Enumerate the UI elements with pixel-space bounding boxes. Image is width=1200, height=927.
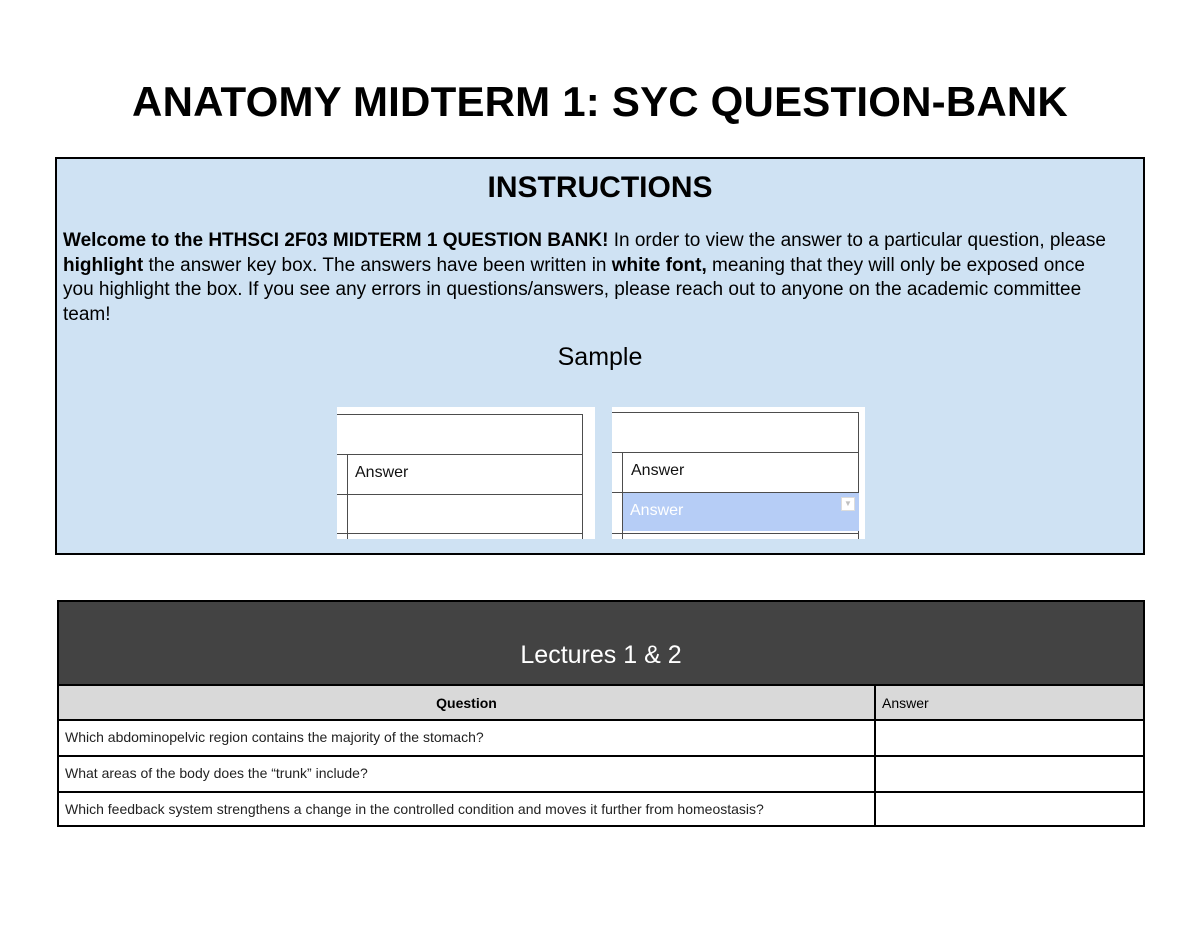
- instructions-text-part-1: In order to view the answer to a particular question, please: [608, 230, 1106, 251]
- instructions-heading: INSTRUCTIONS: [487, 171, 713, 204]
- question-table: [57, 600, 1145, 827]
- sample-right-answer-text: Answer: [631, 462, 685, 479]
- lecture-banner: Lectures 1 & 2: [58, 601, 1144, 685]
- sample-label: Sample: [557, 343, 643, 371]
- table-row: [58, 792, 1144, 826]
- answer-key-cell[interactable]: [875, 792, 1144, 826]
- instructions-box: [55, 157, 1145, 555]
- page-title: ANATOMY MIDTERM 1: SYC QUESTION-BANK: [132, 78, 1068, 125]
- question-cell: Which feedback system strengthens a change in the controlled condition and moves it further from homeostasis?: [58, 792, 875, 826]
- highlight-bold-text: highlight: [63, 254, 144, 276]
- question-cell: Which abdominopelvic region contains the majority of the stomach?: [58, 720, 875, 756]
- dropdown-arrow-icon: ▼: [841, 497, 855, 511]
- question-cell: What areas of the body does the “trunk” include?: [58, 756, 875, 792]
- welcome-bold-text: Welcome to the HTHSCI 2F03 MIDTERM 1 QUESTION BANK!: [63, 230, 609, 251]
- sample-selected-answer-text: Answer: [630, 502, 684, 519]
- answer-key-cell[interactable]: [875, 756, 1144, 792]
- sample-highlighted-image: [612, 407, 865, 539]
- white-font-bold-text: white font,: [611, 254, 707, 276]
- sample-selected-cell: [623, 493, 859, 531]
- instructions-text-part-2: the answer key box. The answers have been written in: [143, 254, 612, 276]
- instructions-text: [63, 229, 1115, 327]
- answer-key-cell[interactable]: [875, 720, 1144, 756]
- question-column-header: Question: [58, 685, 875, 720]
- sample-unhighlighted-image: [337, 407, 595, 539]
- table-row: [58, 720, 1144, 756]
- instructions-text-part-3: meaning that they will only be exposed once you highlight the box. If you see any errors in questions/answers, please reach out to anyone on the academic committee team!: [63, 254, 1085, 325]
- sample-left-answer-text: Answer: [355, 464, 409, 481]
- table-row: [58, 756, 1144, 792]
- answer-column-header: Answer: [875, 685, 1144, 720]
